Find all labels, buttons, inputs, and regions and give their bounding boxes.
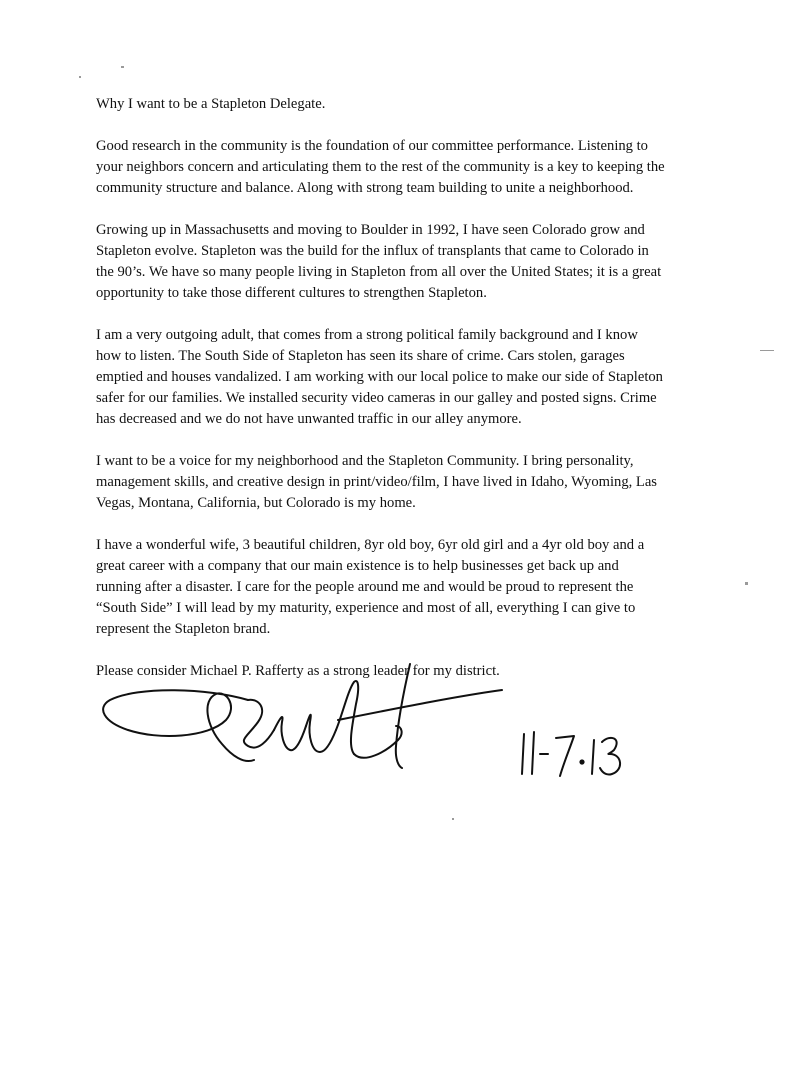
- paragraph-line: has decreased and we do not have unwanted traffic in our alley anymore.: [96, 411, 522, 427]
- paragraph-line: “South Side” I will lead by my maturity, experience and most of all, everything I can give to: [96, 600, 636, 616]
- handwritten-signature: [98, 660, 518, 770]
- paragraph-line: emptied and houses vandalized. I am working with our local police to make our side of Stapleton: [96, 369, 663, 385]
- handwritten-date: [518, 722, 628, 782]
- paragraph-line: Vegas, Montana, California, but Colorado is my home.: [96, 495, 416, 511]
- paragraph-line: the 90’s. We have so many people living in Stapleton from all over the United States; it is a great: [96, 264, 662, 280]
- paragraph-line: management skills, and creative design in print/video/film, I have lived in Idaho, Wyoming, Las: [96, 474, 657, 490]
- letter-title: [96, 94, 736, 115]
- scan-speck: [745, 582, 748, 585]
- paragraph-line: I want to be a voice for my neighborhood and the Stapleton Community. I bring personality,: [96, 453, 634, 469]
- paragraph-line: I am a very outgoing adult, that comes from a strong political family background and I know: [96, 327, 638, 343]
- paragraph-line: represent the Stapleton brand.: [96, 621, 271, 637]
- paragraph-research: [96, 136, 736, 199]
- title-line: Why I want to be a Stapleton Delegate.: [96, 96, 326, 112]
- paragraph-line: how to listen. The South Side of Stapleton has seen its share of crime. Cars stolen, garages: [96, 348, 625, 364]
- paragraph-line: Please consider Michael P. Rafferty as a strong leader for my district.: [96, 663, 500, 679]
- scan-mark: [760, 350, 774, 351]
- paragraph-background: [96, 220, 736, 304]
- paragraph-line: I have a wonderful wife, 3 beautiful children, 8yr old boy, 6yr old girl and a 4yr old boy and a: [96, 537, 645, 553]
- paragraph-line: opportunity to take those different cultures to strengthen Stapleton.: [96, 285, 487, 301]
- letter-body: [96, 94, 736, 703]
- paragraph-family: [96, 535, 736, 640]
- paragraph-line: Good research in the community is the foundation of our committee performance. Listening to: [96, 138, 648, 154]
- scan-speck: [121, 66, 124, 68]
- paragraph-line: your neighbors concern and articulating them to the rest of the community is a key to keeping the: [96, 159, 665, 175]
- paragraph-safety: [96, 325, 736, 430]
- paragraph-line: great career with a company that our main existence is to help businesses get back up and: [96, 558, 619, 574]
- paragraph-line: safer for our families. We installed security video cameras in our galley and posted signs. Crime: [96, 390, 657, 406]
- scan-speck: [452, 818, 454, 820]
- scan-speck: [79, 76, 81, 78]
- paragraph-line: Growing up in Massachusetts and moving to Boulder in 1992, I have seen Colorado grow and: [96, 222, 645, 238]
- paragraph-line: Stapleton evolve. Stapleton was the build for the influx of transplants that came to Colorado in: [96, 243, 649, 259]
- paragraph-voice: [96, 451, 736, 514]
- paragraph-line: running after a disaster. I care for the people around me and would be proud to represent the: [96, 579, 634, 595]
- paragraph-line: community structure and balance. Along with strong team building to unite a neighborhood.: [96, 180, 634, 196]
